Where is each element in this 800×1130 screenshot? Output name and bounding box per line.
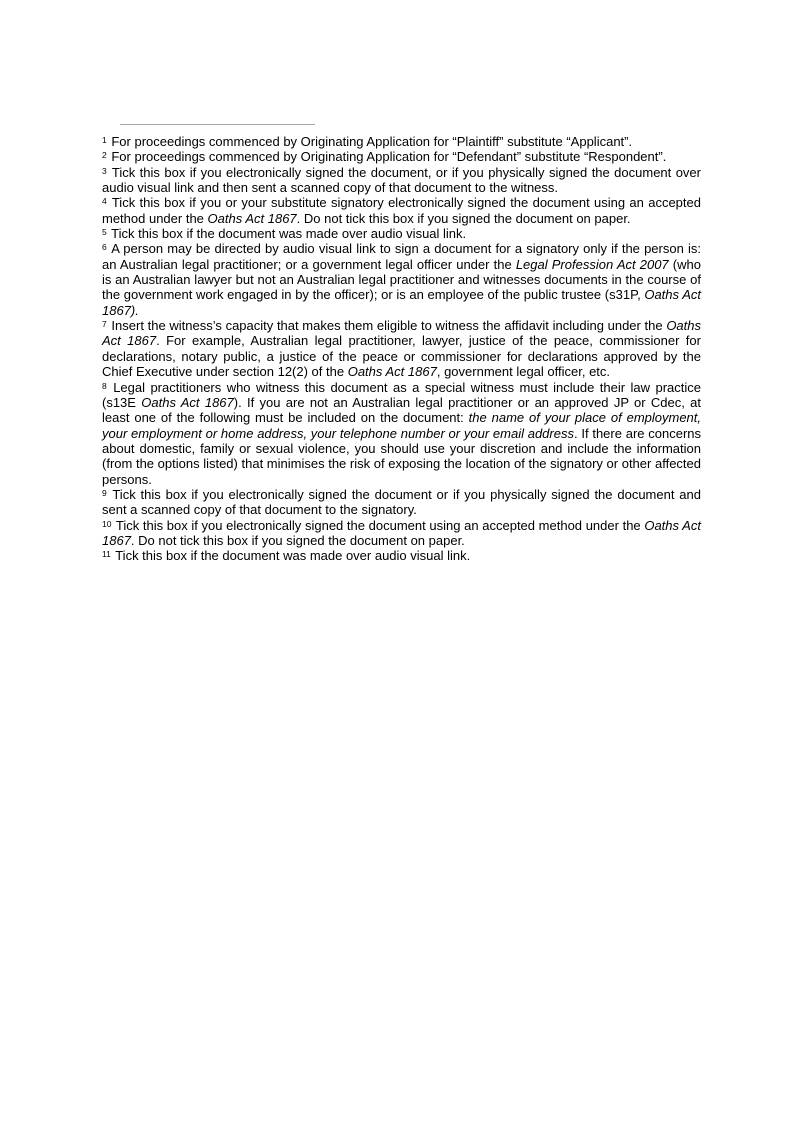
footnote-number: 6: [102, 242, 107, 253]
footnote-5: [102, 226, 701, 241]
footnote-4: [102, 195, 701, 226]
footnote-number: 7: [102, 319, 107, 330]
act-title: Oaths Act 1867: [102, 517, 701, 548]
footnote-11: [102, 548, 701, 563]
footnote-3: [102, 165, 701, 196]
footnote-text: , government legal officer, etc.: [436, 364, 611, 380]
footnote-text: Legal practitioners who witness this document as a special witness must include their law practice (s13E: [102, 379, 701, 410]
footnote-text: Tick this box if the document was made over audio visual link.: [115, 548, 471, 564]
footnote-text: Tick this box if you electronically signed the document or if you physically signed the document and sent a scanned copy of that document to the signatory.: [102, 486, 701, 518]
footnote-separator-line: [120, 124, 315, 125]
footnote-text: . Do not tick this box if you signed the document on paper.: [296, 210, 631, 226]
required-details-text: the name of your place of employment, your employment or home address, your telephone number or your email address: [102, 410, 702, 441]
act-title: Oaths Act 1867: [207, 210, 297, 226]
footnote-text: Tick this box if you electronically signed the document using an accepted method under the: [115, 517, 645, 533]
footnote-text: For proceedings commenced by Originating Application for “Plaintiff” substitute “Applicant”.: [111, 134, 633, 149]
footnote-2: [102, 149, 701, 164]
footnote-7: [102, 318, 701, 379]
footnote-text: (who is an Australian lawyer but not an Australian legal practitioner and witnesses documents in the course of the government work engaged in by the officer); or is an employee of the public trustee (s31P,: [102, 256, 701, 303]
footnote-number: 11: [102, 549, 111, 560]
act-title: Oaths Act 1867: [347, 364, 437, 380]
act-title: Oaths Act 1867: [102, 318, 701, 349]
footnote-number: 2: [102, 150, 107, 161]
footnote-text: Tick this box if the document was made over audio visual link.: [111, 226, 467, 242]
act-title: Legal Profession Act 2007: [515, 256, 669, 272]
footnote-1: [102, 134, 701, 149]
footnotes-section: [102, 134, 701, 564]
footnote-number: 5: [102, 227, 107, 238]
footnote-8: [102, 380, 701, 487]
footnote-text: . If there are concerns about domestic, family or sexual violence, you should use your discretion and include the information (from the options listed) that minimises the risk of exposing the location of the signatory or other affected persons.: [102, 425, 702, 487]
footnote-text: For proceedings commenced by Originating Application for “Defendant” substitute “Respondent”.: [111, 149, 667, 165]
footnote-text: A person may be directed by audio visual link to sign a document for a signatory only if the person is: an Australian legal practitioner; or a government legal officer under the: [102, 241, 701, 272]
footnote-number: 4: [102, 196, 107, 207]
footnote-number: 1: [102, 135, 107, 145]
act-title: Oaths Act 1867).: [102, 287, 701, 318]
footnote-text: . For example, Australian legal practitioner, lawyer, justice of the peace, commissioner for declarations, notary public, a justice of the peace or commissioner for declarations approved by the Chief Executive under section 12(2) of the: [102, 333, 701, 380]
footnote-text: Tick this box if you electronically signed the document, or if you physically signed the document over audio visual link and then sent a scanned copy of that document to the witness.: [102, 164, 701, 196]
footnote-text: Insert the witness’s capacity that makes them eligible to witness the affidavit including under the: [111, 318, 667, 334]
footnote-text: . Do not tick this box if you signed the document on paper.: [130, 532, 465, 548]
footnote-number: 9: [102, 487, 107, 498]
footnote-text: Tick this box if you or your substitute signatory electronically signed the document using an accepted method under the: [102, 195, 701, 226]
footnote-9: [102, 487, 701, 518]
footnote-number: 10: [102, 518, 112, 529]
footnote-6: [102, 241, 701, 318]
footnote-text: ). If you are not an Australian legal practitioner or an approved JP or Cdec, at least one of the following must be included on the document:: [102, 394, 701, 426]
footnote-number: 3: [102, 165, 107, 176]
footnote-number: 8: [102, 380, 107, 391]
act-title: Oaths Act 1867: [141, 394, 234, 410]
footnote-10: [102, 518, 701, 549]
